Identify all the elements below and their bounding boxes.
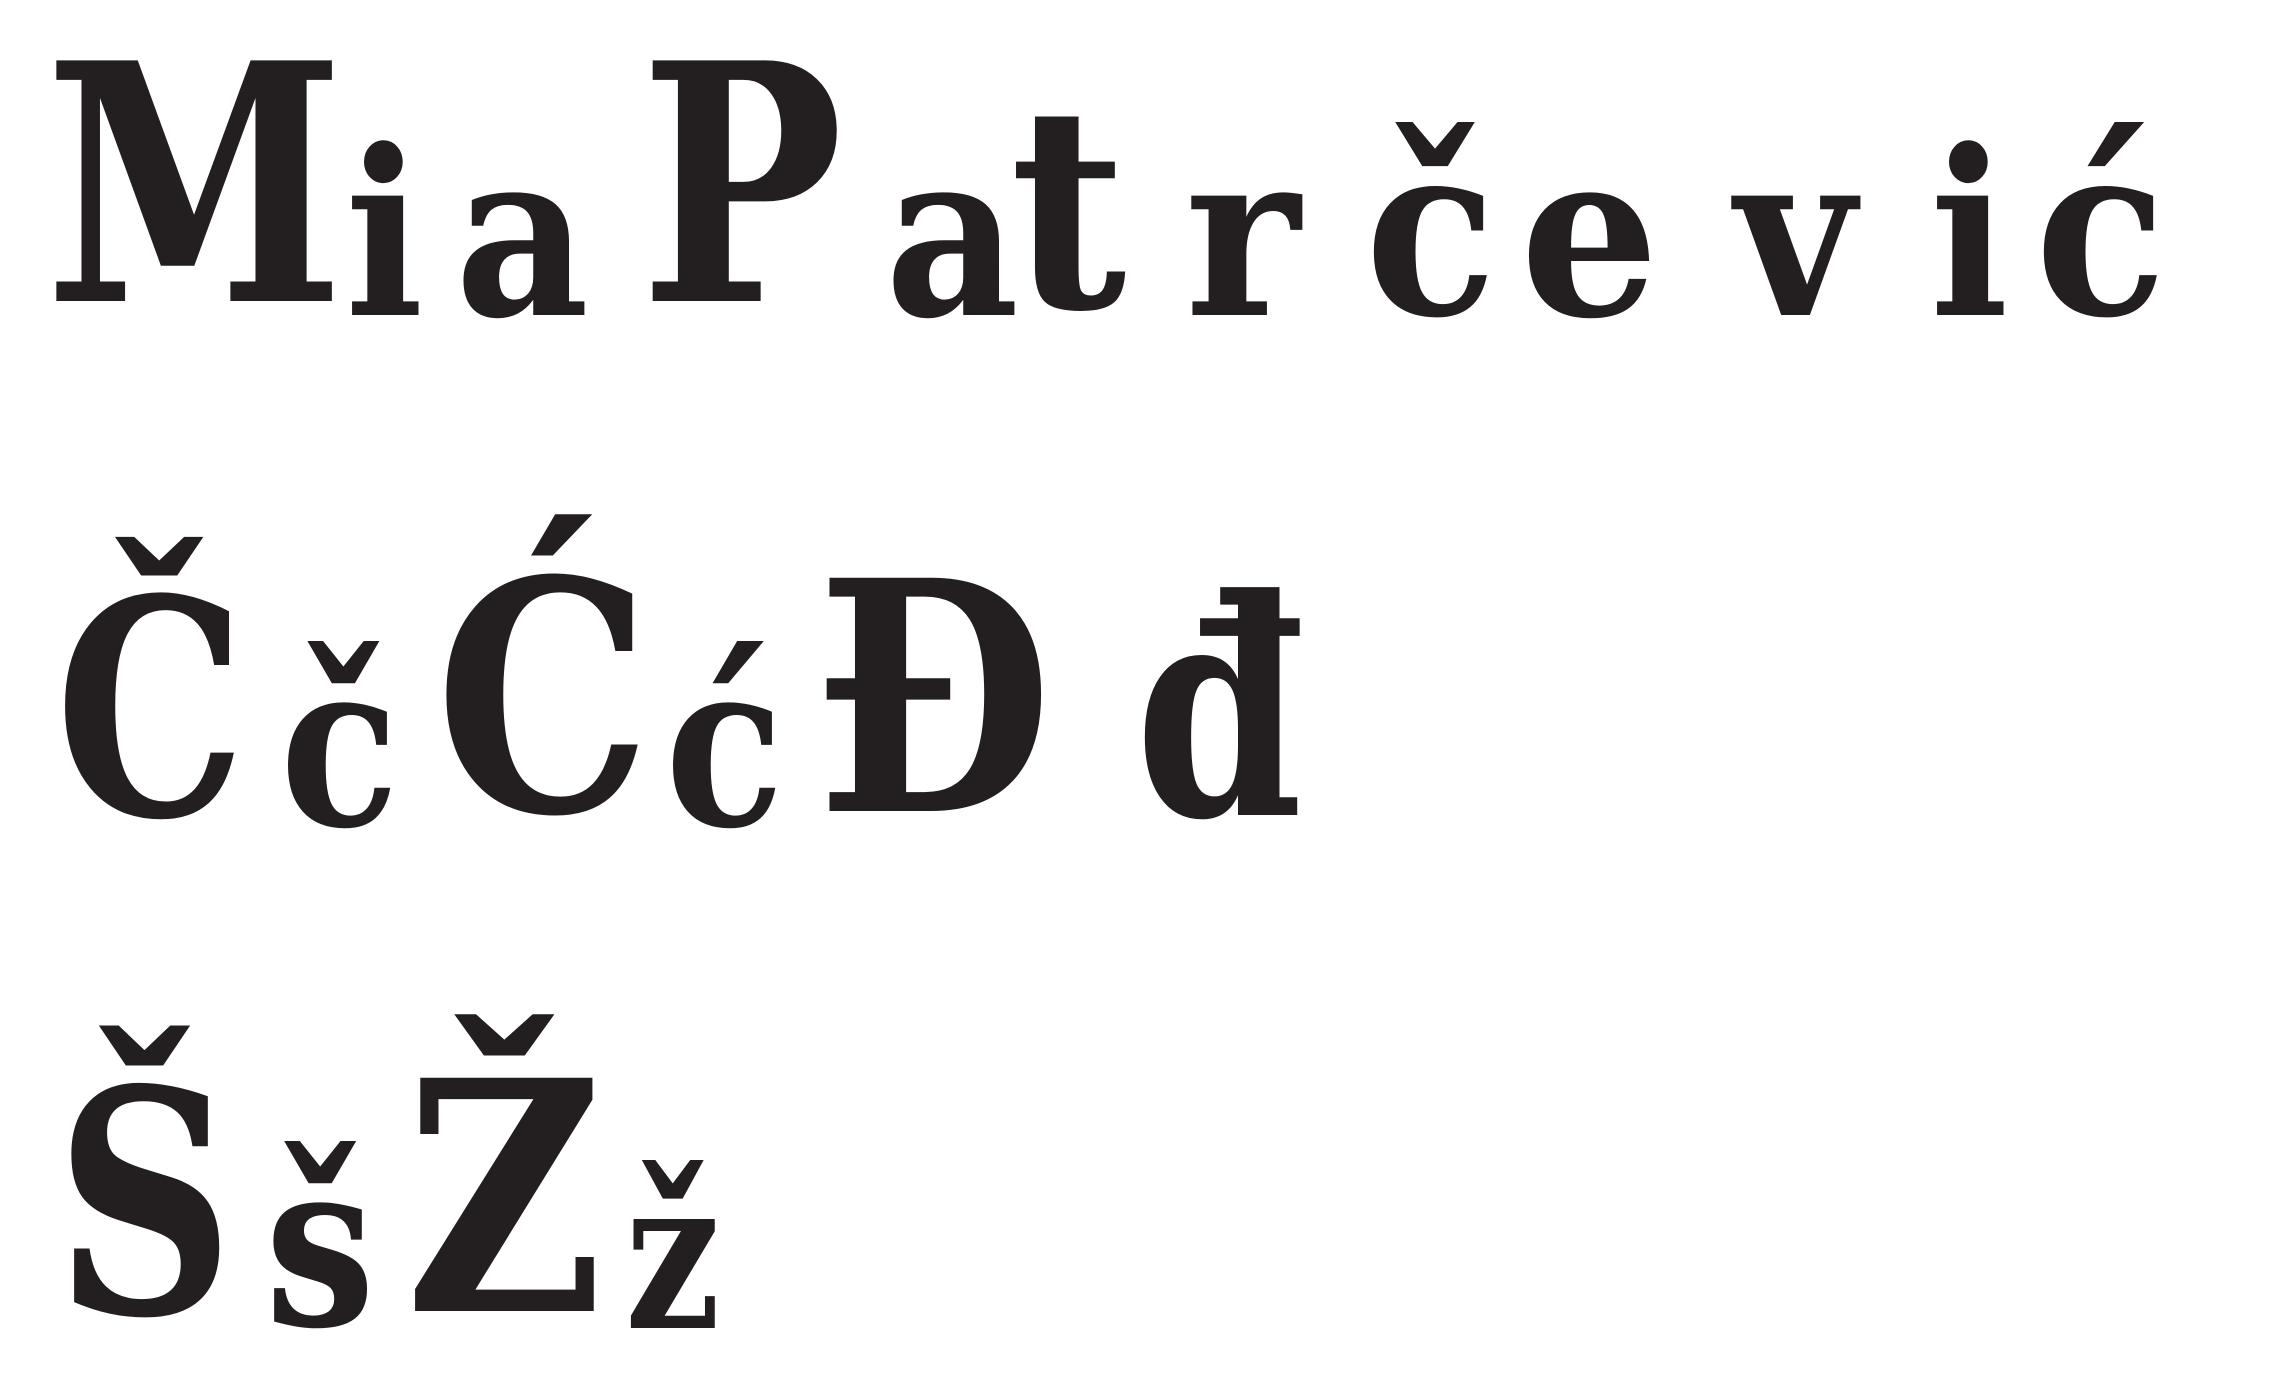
glyph-Z-caron: Ž xyxy=(405,1012,604,1387)
glyph-t: t xyxy=(1010,45,1127,374)
glyph-a: a xyxy=(455,100,590,370)
glyph-c-acute: ć xyxy=(2035,89,2167,371)
glyph-C-caron: Č xyxy=(55,533,247,886)
glyph-a-2: a xyxy=(885,100,1020,370)
specimen-line-name xyxy=(0,0,2276,379)
glyph-M: M xyxy=(45,0,345,379)
glyph-c-acute-small: ć xyxy=(665,610,785,880)
glyph-D-stroke: Đ xyxy=(815,512,1053,887)
glyph-i: i xyxy=(345,100,424,370)
glyph-S-caron: Š xyxy=(55,1023,235,1387)
glyph-d-stroke: đ xyxy=(1135,533,1303,886)
specimen-line-c xyxy=(0,512,2276,887)
glyph-r: r xyxy=(1185,100,1301,370)
glyph-c-caron: č xyxy=(1365,89,1497,371)
glyph-P: P xyxy=(640,0,844,379)
glyph-i-2: i xyxy=(1930,100,2009,370)
glyph-C-acute: Ć xyxy=(435,512,652,887)
glyph-s-caron-small: š xyxy=(265,1110,376,1380)
glyph-z-caron-small: ž xyxy=(625,1131,721,1378)
glyph-v: v xyxy=(1735,100,1856,370)
specimen-line-s-z xyxy=(0,1012,2276,1387)
glyph-e: e xyxy=(1520,100,1660,370)
glyph-c-caron-small: č xyxy=(280,610,400,880)
